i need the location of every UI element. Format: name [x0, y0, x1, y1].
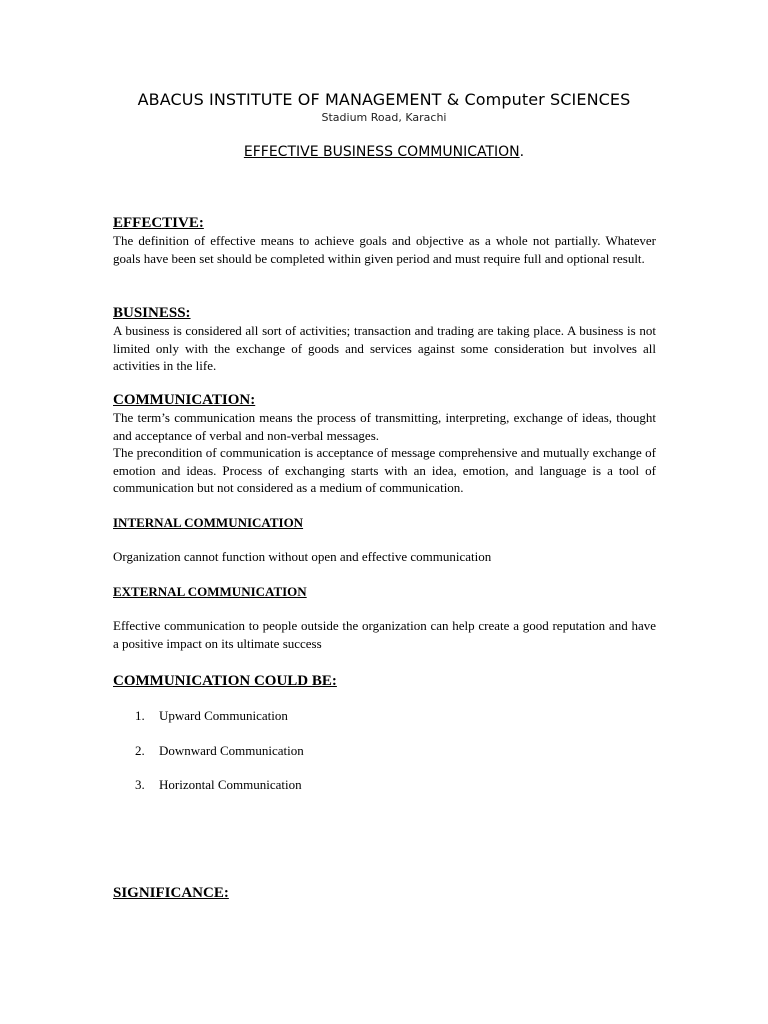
document-title-period: .: [519, 144, 525, 160]
section-paragraph: Organization cannot function without open and effective communication: [113, 549, 492, 564]
list-item-number: 2.: [135, 743, 145, 758]
list-item-number: 1.: [135, 708, 145, 723]
section-heading: INTERNAL COMMUNICATION: [113, 515, 304, 530]
section-heading: EXTERNAL COMMUNICATION: [113, 584, 307, 599]
list-item: [135, 708, 288, 724]
list-item-label: Horizontal Communication: [159, 777, 302, 792]
section-heading: BUSINESS:: [113, 305, 191, 321]
list-item-label: Downward Communication: [159, 743, 304, 758]
section-significance: [113, 884, 656, 902]
section-external-communication: [113, 583, 656, 652]
list-item-label: Upward Communication: [159, 708, 288, 723]
section-paragraph: The definition of effective means to achieve goals and objective as a whole not partially. Whatever goals have been set should be completed within given period and must require full and optional result.: [113, 233, 656, 266]
section-business: [113, 304, 656, 375]
section-heading: EFFECTIVE:: [113, 215, 204, 231]
section-paragraph: Effective communication to people outside the organization can help create a good reputation and have a positive impact on its ultimate success: [113, 618, 656, 651]
section-paragraph: The precondition of communication is acceptance of message comprehensive and mutually exchange of emotion and ideas. Process of exchanging starts with an idea, emotion, and language is a tool of communication but not considered as a medium of communication.: [113, 445, 656, 495]
section-communication-could-be: [113, 672, 656, 690]
institute-name: ABACUS INSTITUTE OF MANAGEMENT & Computer SCIENCES: [137, 90, 631, 109]
list-item-number: 3.: [135, 777, 145, 792]
section-paragraph: A business is considered all sort of activities; transaction and trading are taking place. A business is not limited only with the exchange of goods and services against some consideration but involves all activities in the life.: [113, 323, 656, 373]
section-effective: [113, 214, 656, 267]
section-heading: COMMUNICATION:: [113, 392, 256, 408]
list-item: [135, 777, 302, 793]
section-heading: COMMUNICATION COULD BE:: [113, 673, 337, 689]
section-internal-communication: [113, 514, 656, 566]
section-paragraph: The term’s communication means the process of transmitting, interpreting, exchange of ideas, thought and acceptance of verbal and non-verbal messages.: [113, 410, 656, 443]
document-title-text: EFFECTIVE BUSINESS COMMUNICATION: [243, 144, 520, 160]
list-item: [135, 743, 304, 759]
section-communication: [113, 391, 656, 497]
document-title: [0, 144, 768, 160]
section-heading: SIGNIFICANCE:: [113, 885, 229, 901]
institute-address: Stadium Road, Karachi: [321, 111, 447, 124]
